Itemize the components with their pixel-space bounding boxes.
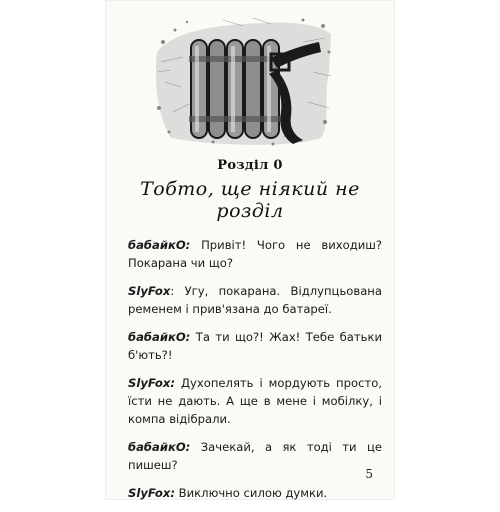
book-page <box>105 0 395 500</box>
dialogue-text-span: Зачекай, а як тоді ти це пишеш? <box>128 440 382 472</box>
dialogue-text-span: Виключно силою думки. <box>178 486 328 500</box>
dialogue-line <box>128 438 382 474</box>
radiator-with-belt-illustration <box>153 12 335 152</box>
dialogue-line <box>128 484 382 502</box>
speaker-name: SlyFox <box>128 284 171 298</box>
dialogue-line <box>128 282 382 318</box>
dialogue-text-span: : Угу, покарана. Відлупцьована ременем і прив'язана до батареї. <box>128 284 382 316</box>
chapter-title: Тобто, ще ніякий не розділ <box>140 178 360 222</box>
page-number: 5 <box>365 467 373 481</box>
speaker-name: SlyFox: <box>128 376 175 390</box>
dialogue-text-span: Привіт! Чого не виходиш? Покарана чи що? <box>128 238 383 270</box>
chapter-number: Розділ 0 <box>217 158 283 173</box>
speaker-name: бабайкО: <box>128 330 191 344</box>
dialogue-text-span: Духопелять і мордують просто, їсти не дають. А ще в мене і мобілку, і компа відібрали. <box>128 376 382 426</box>
dialogue-text <box>128 236 382 512</box>
dialogue-line <box>128 236 382 272</box>
dialogue-line <box>128 328 382 364</box>
dialogue-text-span: Та ти що?! Жах! Тебе батьки б'ють?! <box>128 330 382 362</box>
speaker-name: бабайкО: <box>128 440 191 454</box>
dialogue-line <box>128 374 382 428</box>
speaker-name: SlyFox: <box>128 486 175 500</box>
speaker-name: бабайкО: <box>128 238 191 252</box>
